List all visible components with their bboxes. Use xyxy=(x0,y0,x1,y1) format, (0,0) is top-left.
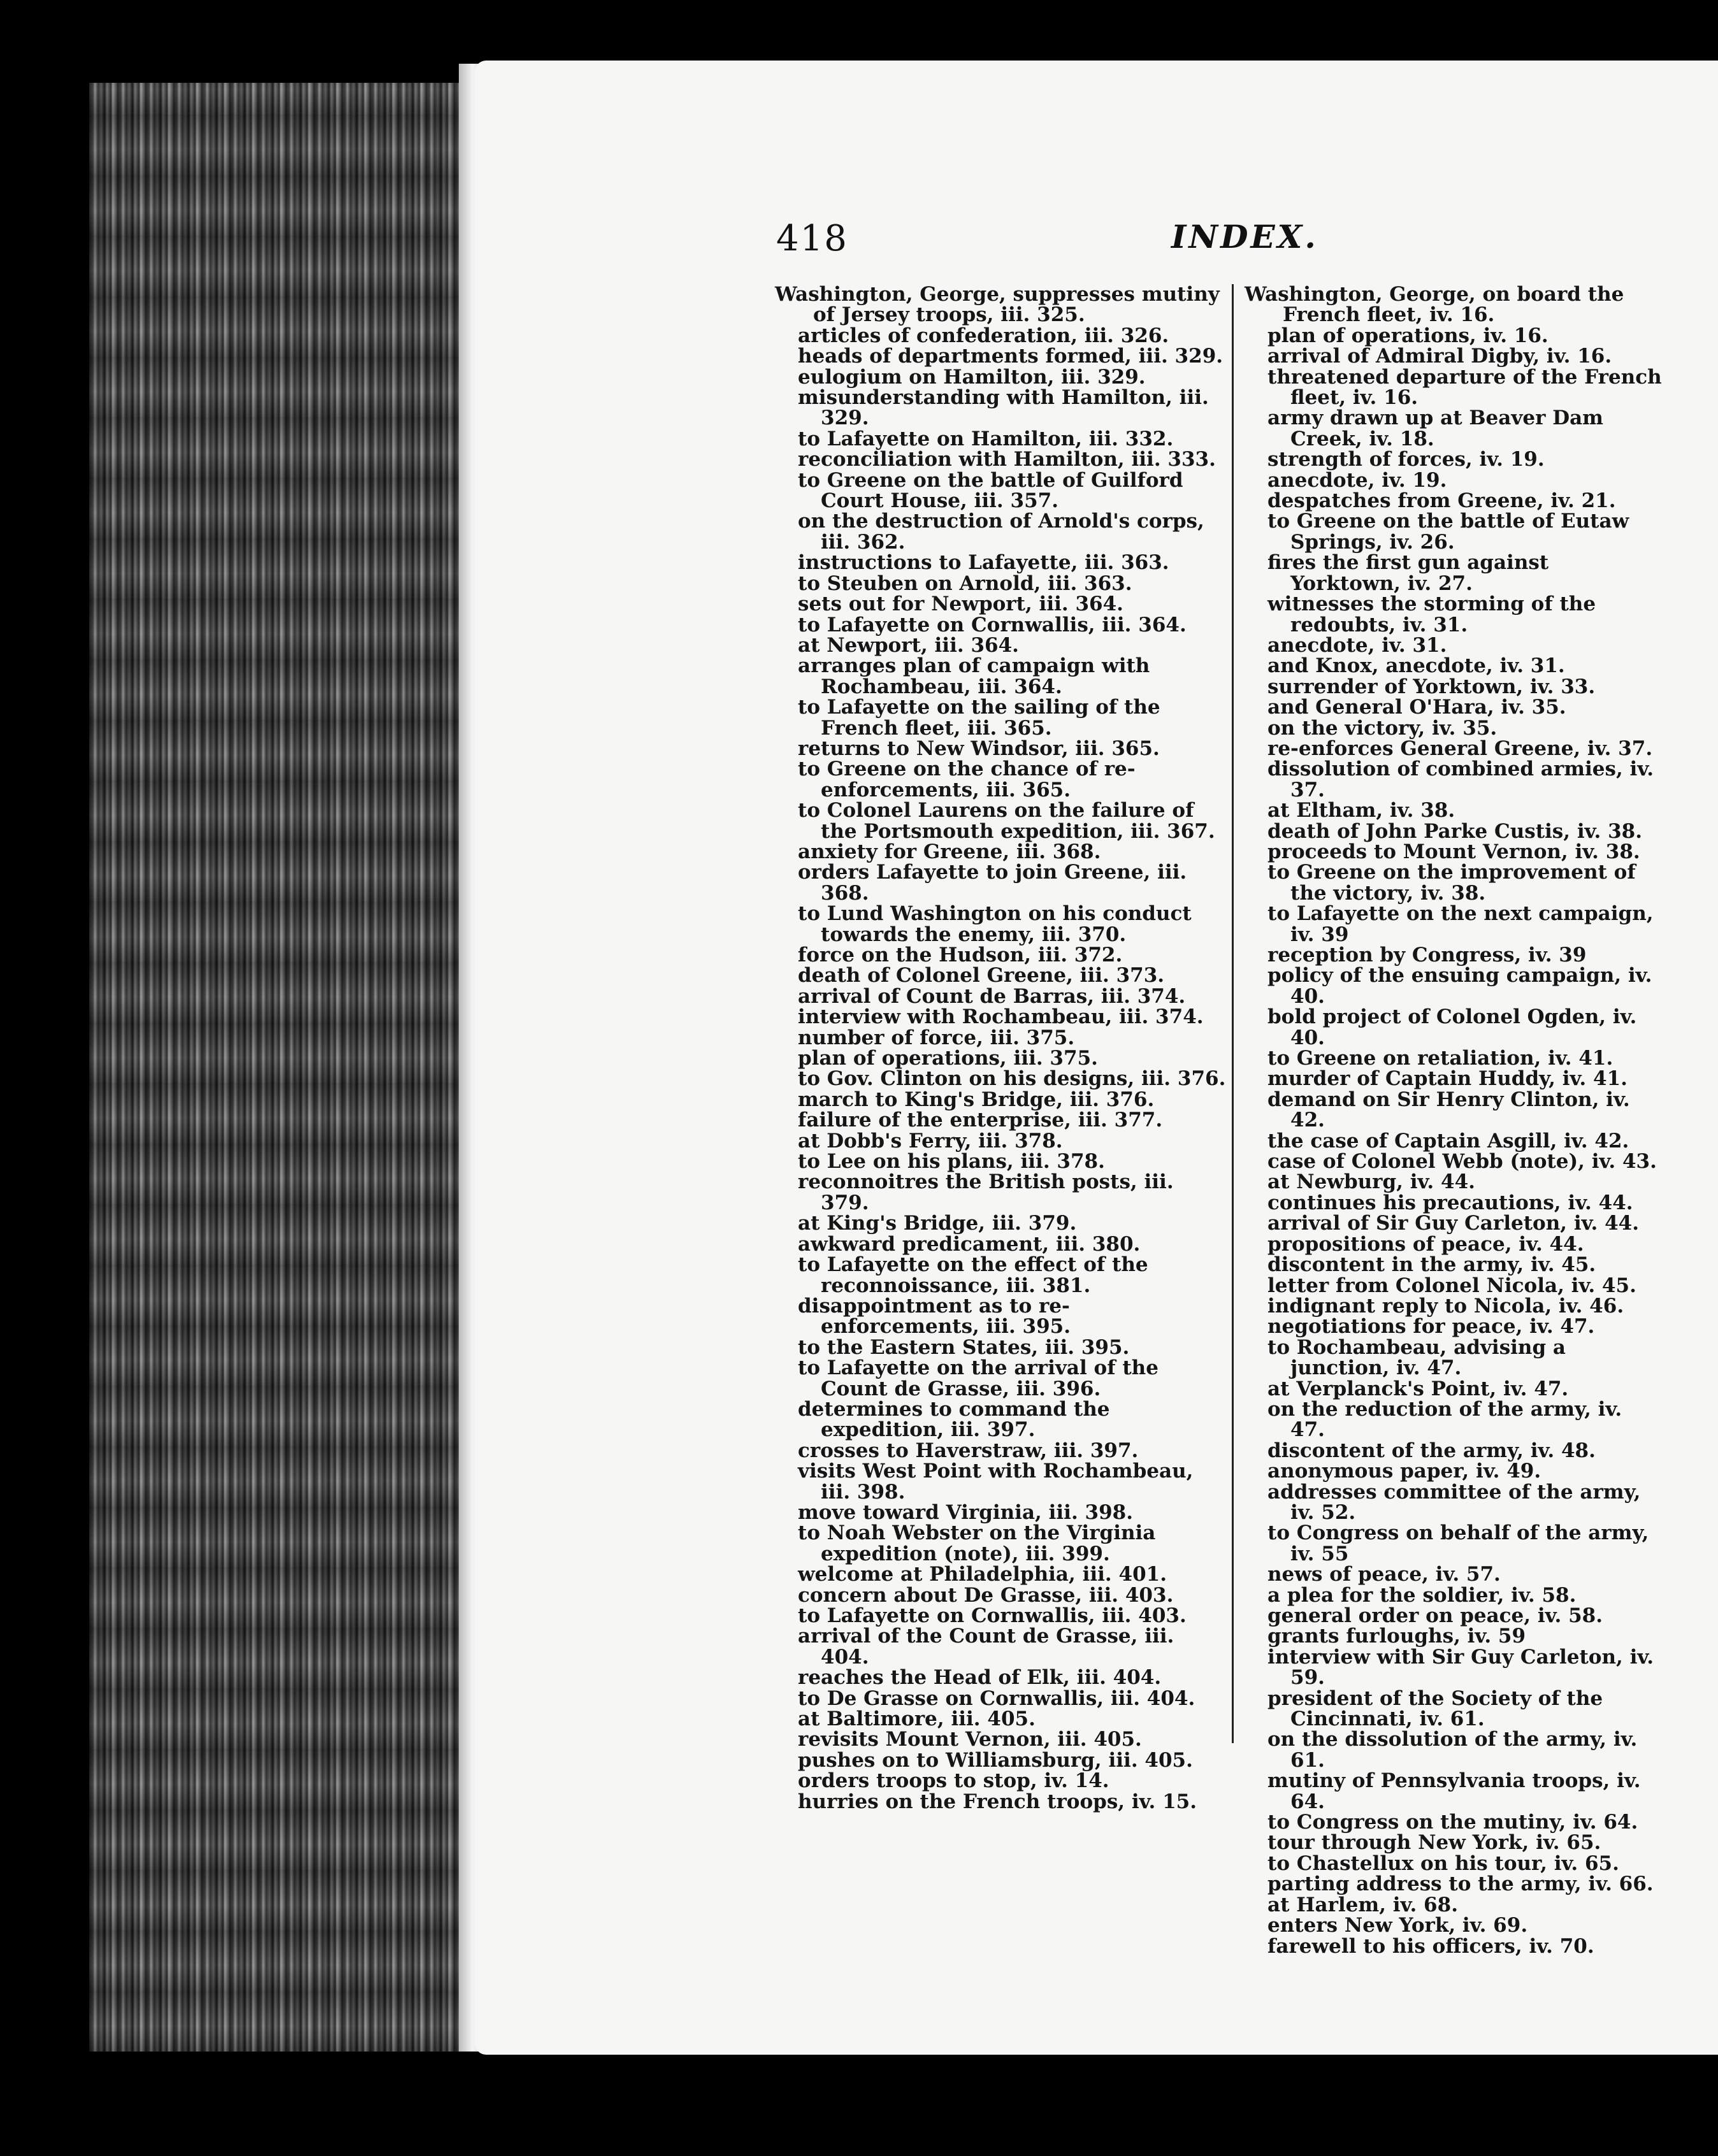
index-entry: arranges plan of campaign with Rochambeau, iii. 364. xyxy=(798,654,1150,698)
index-entry: general order on peace, iv. 58. xyxy=(1267,1604,1603,1627)
index-entry: concern about De Grasse, iii. 403. xyxy=(798,1583,1174,1607)
index-entry: at Verplanck's Point, iv. 47. xyxy=(1267,1377,1569,1400)
index-entry: arrival of Sir Guy Carleton, iv. 44. xyxy=(1267,1212,1640,1235)
index-entry: revisits Mount Vernon, iii. 405. xyxy=(798,1728,1142,1751)
index-entry: letter from Colonel Nicola, iv. 45. xyxy=(1267,1274,1636,1297)
index-entry: to Greene on the chance of re-enforcements, iii. 365. xyxy=(798,758,1136,801)
index-entry: interview with Sir Guy Carleton, iv. 59. xyxy=(1267,1645,1654,1690)
index-entry: welcome at Philadelphia, iii. 401. xyxy=(798,1563,1167,1586)
running-head: INDEX. xyxy=(1171,218,1318,255)
index-entry: reaches the Head of Elk, iii. 404. xyxy=(798,1666,1162,1690)
index-entry: reconciliation with Hamilton, iii. 333. xyxy=(798,448,1216,471)
index-entry: to Lafayette on the next campaign, iv. 39 xyxy=(1267,902,1654,946)
index-entry: move toward Virginia, iii. 398. xyxy=(798,1500,1134,1524)
index-entry: interview with Rochambeau, iii. 374. xyxy=(798,1005,1204,1029)
index-entry: tour through New York, iv. 65. xyxy=(1267,1831,1601,1855)
index-entry: to De Grasse on Cornwallis, iii. 404. xyxy=(798,1686,1195,1710)
index-entry: anxiety for Greene, iii. 368. xyxy=(798,840,1101,863)
index-entry: failure of the enterprise, iii. 377. xyxy=(798,1109,1163,1132)
index-entry: crosses to Haverstraw, iii. 397. xyxy=(798,1439,1139,1462)
index-entry: indignant reply to Nicola, iv. 46. xyxy=(1267,1294,1624,1318)
index-entry: mutiny of Pennsylvania troops, iv. 64. xyxy=(1267,1769,1641,1813)
index-entry: farewell to his officers, iv. 70. xyxy=(1267,1934,1594,1958)
index-entry: on the destruction of Arnold's corps, iii. 362. xyxy=(798,510,1204,554)
index-entry: to the Eastern States, iii. 395. xyxy=(798,1335,1130,1359)
index-entry: case of Colonel Webb (note), iv. 43. xyxy=(1267,1150,1657,1174)
index-entry: to Lafayette on Cornwallis, iii. 403. xyxy=(798,1604,1187,1627)
index-entry: president of the Society of the Cincinnati, iv. 61. xyxy=(1267,1686,1603,1731)
index-entry: parting address to the army, iv. 66. xyxy=(1267,1872,1654,1896)
book-page-edges xyxy=(89,83,472,2052)
index-entry: to Greene on the improvement of the victory, iv. 38. xyxy=(1267,861,1636,905)
index-column-left xyxy=(775,284,1227,1812)
index-entry: number of force, iii. 375. xyxy=(798,1026,1075,1049)
index-entry: heads of departments formed, iii. 329. xyxy=(798,345,1224,368)
index-entry: the case of Captain Asgill, iv. 42. xyxy=(1267,1129,1629,1153)
index-entry: on the dissolution of the army, iv. 61. xyxy=(1267,1728,1638,1772)
index-entry: reconnoitres the British posts, iii. 379. xyxy=(798,1170,1174,1214)
index-column-right xyxy=(1245,284,1662,1957)
index-entry: at King's Bridge, iii. 379. xyxy=(798,1212,1077,1235)
index-entry: orders troops to stop, iv. 14. xyxy=(798,1769,1109,1793)
index-entry: orders Lafayette to join Greene, iii. 368. xyxy=(798,861,1187,905)
index-heading: Washington, George, on board the French fleet, iv. 16. xyxy=(1245,283,1624,327)
index-entry: on the victory, iv. 35. xyxy=(1267,716,1498,740)
index-entry: articles of confederation, iii. 326. xyxy=(798,324,1169,347)
index-entry: dissolution of combined armies, iv. 37. xyxy=(1267,758,1654,801)
index-entry: to Congress on behalf of the army, iv. 55 xyxy=(1267,1521,1649,1565)
index-entry: arrival of the Count de Grasse, iii. 404. xyxy=(798,1625,1174,1669)
index-entry: to Congress on the mutiny, iv. 64. xyxy=(1267,1811,1638,1834)
index-entry: discontent of the army, iv. 48. xyxy=(1267,1439,1596,1462)
index-entry: to Lafayette on the effect of the reconnoissance, iii. 381. xyxy=(798,1253,1148,1297)
index-entry: to Chastellux on his tour, iv. 65. xyxy=(1267,1851,1619,1875)
index-entry: army drawn up at Beaver Dam Creek, iv. 18. xyxy=(1267,406,1603,450)
index-entry: at Baltimore, iii. 405. xyxy=(798,1707,1036,1731)
index-entry: plan of operations, iv. 16. xyxy=(1267,324,1548,347)
index-entry: anonymous paper, iv. 49. xyxy=(1267,1460,1541,1483)
index-entry: to Lafayette on Cornwallis, iii. 364. xyxy=(798,613,1187,636)
index-entry: propositions of peace, iv. 44. xyxy=(1267,1232,1584,1256)
index-entry: arrival of Count de Barras, iii. 374. xyxy=(798,984,1186,1008)
index-entry: reception by Congress, iv. 39 xyxy=(1267,944,1587,967)
index-entry: grants furloughs, iv. 59 xyxy=(1267,1625,1526,1648)
page-number: 418 xyxy=(776,218,848,259)
index-entry: plan of operations, iii. 375. xyxy=(798,1047,1098,1070)
index-entry: instructions to Lafayette, iii. 363. xyxy=(798,551,1169,575)
index-entry: demand on Sir Henry Clinton, iv. 42. xyxy=(1267,1088,1630,1132)
index-entry: strength of forces, iv. 19. xyxy=(1267,448,1545,471)
index-entry: determines to command the expedition, iii. 397. xyxy=(798,1397,1110,1442)
index-entry: and Knox, anecdote, iv. 31. xyxy=(1267,654,1565,678)
index-entry: negotiations for peace, iv. 47. xyxy=(1267,1315,1595,1339)
index-entry: enters New York, iv. 69. xyxy=(1267,1914,1528,1937)
column-divider xyxy=(1232,284,1234,1743)
index-entry: at Harlem, iv. 68. xyxy=(1267,1893,1458,1916)
index-entry: bold project of Colonel Ogden, iv. 40. xyxy=(1267,1005,1637,1049)
index-entry: sets out for Newport, iii. 364. xyxy=(798,593,1123,616)
index-entry: march to King's Bridge, iii. 376. xyxy=(798,1088,1155,1111)
index-entry: force on the Hudson, iii. 372. xyxy=(798,944,1123,967)
index-entry-list xyxy=(775,326,1227,1812)
index-entry: awkward predicament, iii. 380. xyxy=(798,1232,1141,1256)
index-entry: returns to New Windsor, iii. 365. xyxy=(798,737,1160,760)
index-entry: to Lafayette on Hamilton, iii. 332. xyxy=(798,427,1174,450)
index-entry: anecdote, iv. 31. xyxy=(1267,633,1447,657)
index-entry: and General O'Hara, iv. 35. xyxy=(1267,696,1566,719)
index-entry: to Lee on his plans, iii. 378. xyxy=(798,1150,1105,1174)
index-entry: pushes on to Williamsburg, iii. 405. xyxy=(798,1748,1193,1772)
index-entry: proceeds to Mount Vernon, iv. 38. xyxy=(1267,840,1640,863)
index-entry: re-enforces General Greene, iv. 37. xyxy=(1267,737,1653,760)
index-entry: discontent in the army, iv. 45. xyxy=(1267,1253,1596,1277)
index-entry: to Steuben on Arnold, iii. 363. xyxy=(798,571,1132,595)
index-entry: at Eltham, iv. 38. xyxy=(1267,799,1455,823)
index-entry: to Lund Washington on his conduct towards the enemy, iii. 370. xyxy=(798,902,1192,946)
index-entry: to Lafayette on the arrival of the Count de Grasse, iii. 396. xyxy=(798,1356,1159,1400)
index-entry: policy of the ensuing campaign, iv. 40. xyxy=(1267,964,1652,1008)
index-entry: to Noah Webster on the Virginia expedition (note), iii. 399. xyxy=(798,1521,1156,1565)
index-entry: to Greene on the battle of Eutaw Springs, iv. 26. xyxy=(1267,510,1629,554)
index-entry: hurries on the French troops, iv. 15. xyxy=(798,1790,1197,1813)
index-entry: at Newport, iii. 364. xyxy=(798,633,1019,657)
index-entry: to Colonel Laurens on the failure of the Portsmouth expedition, iii. 367. xyxy=(798,799,1215,843)
index-entry: threatened departure of the French fleet, iv. 16. xyxy=(1267,365,1662,410)
index-entry: on the reduction of the army, iv. 47. xyxy=(1267,1397,1622,1442)
index-entry: despatches from Greene, iv. 21. xyxy=(1267,489,1616,513)
index-entry: to Rochambeau, advising a junction, iv. 47. xyxy=(1267,1335,1566,1380)
index-entry: to Greene on the battle of Guilford Court House, iii. 357. xyxy=(798,468,1183,513)
index-entry: continues his precautions, iv. 44. xyxy=(1267,1191,1633,1214)
index-entry: disappointment as to re-enforcements, iii. 395. xyxy=(798,1294,1071,1339)
index-entry: news of peace, iv. 57. xyxy=(1267,1563,1501,1586)
index-entry: to Gov. Clinton on his designs, iii. 376. xyxy=(798,1067,1226,1091)
index-entry: misunderstanding with Hamilton, iii. 329. xyxy=(798,386,1209,430)
index-entry: at Dobb's Ferry, iii. 378. xyxy=(798,1129,1063,1153)
index-heading: Washington, George, suppresses mutiny of Jersey troops, iii. 325. xyxy=(775,283,1220,327)
index-entry: death of Colonel Greene, iii. 373. xyxy=(798,964,1165,988)
index-entry: at Newburg, iv. 44. xyxy=(1267,1170,1475,1194)
index-entry: fires the first gun against Yorktown, iv. 27. xyxy=(1267,551,1549,595)
index-entry: visits West Point with Rochambeau, iii. 398. xyxy=(798,1460,1194,1504)
index-entry: arrival of Admiral Digby, iv. 16. xyxy=(1267,345,1612,368)
index-entry: eulogium on Hamilton, iii. 329. xyxy=(798,365,1146,389)
index-entry: to Lafayette on the sailing of the French fleet, iii. 365. xyxy=(798,696,1160,740)
index-entry: addresses committee of the army, iv. 52. xyxy=(1267,1480,1641,1524)
index-entry: death of John Parke Custis, iv. 38. xyxy=(1267,819,1643,843)
index-entry: murder of Captain Huddy, iv. 41. xyxy=(1267,1067,1628,1091)
index-entry-list xyxy=(1245,326,1662,1957)
index-entry: anecdote, iv. 19. xyxy=(1267,468,1447,492)
index-entry: a plea for the soldier, iv. 58. xyxy=(1267,1583,1577,1607)
index-entry: to Greene on retaliation, iv. 41. xyxy=(1267,1047,1613,1070)
index-entry: witnesses the storming of the redoubts, iv. 31. xyxy=(1267,593,1596,636)
index-entry: surrender of Yorktown, iv. 33. xyxy=(1267,675,1596,698)
